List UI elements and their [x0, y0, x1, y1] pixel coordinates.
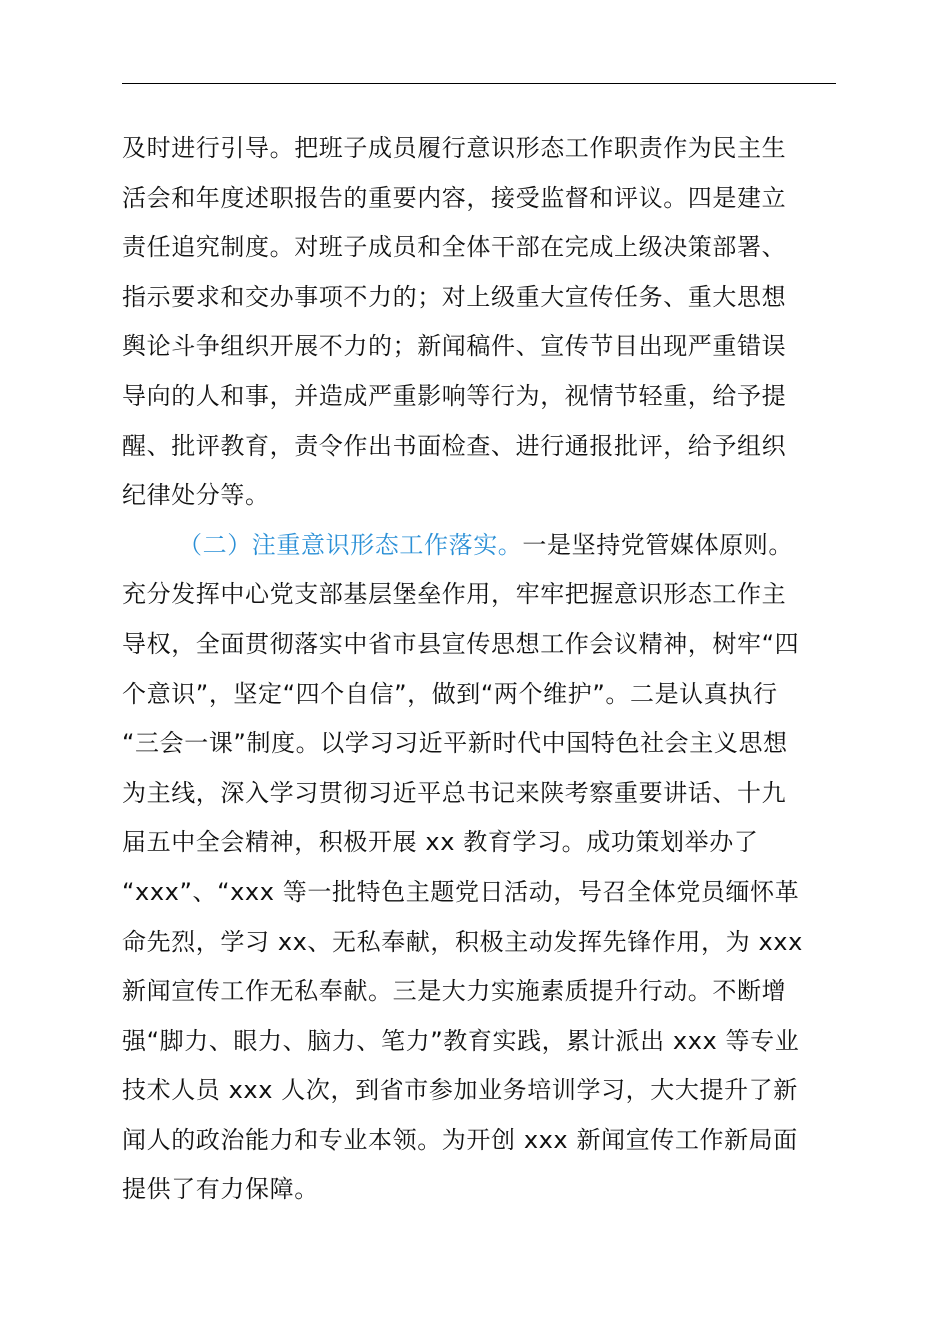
text-line: 技术人员 xxx 人次，到省市参加业务培训学习，大大提升了新: [122, 1076, 798, 1105]
text-line: 导权，全面贯彻落实中省市县宣传思想工作会议精神，树牢“四: [122, 629, 800, 658]
text-line: 导向的人和事，并造成严重影响等行为，视情节轻重，给予提: [122, 381, 787, 410]
text-line: 个意识”，坚定“四个自信”，做到“两个维护”。二是认真执行: [122, 679, 778, 708]
text-line: 及时进行引导。把班子成员履行意识形态工作职责作为民主生: [122, 134, 787, 162]
text-line: 充分发挥中心党支部基层堡垒作用，牢牢把握意识形态工作主: [122, 580, 787, 609]
text-line: 新闻宣传工作无私奉献。三是大力实施素质提升行动。不断增: [122, 977, 787, 1006]
text-line: 届五中全会精神，积极开展 xx 教育学习。成功策划举办了: [122, 828, 759, 857]
text-line: 活会和年度述职报告的重要内容，接受监督和评议。四是建立: [122, 183, 787, 212]
text-line: 提供了有力保障。: [122, 1175, 319, 1204]
text-line: 纪律处分等。: [122, 481, 270, 510]
text-line: “三会一课”制度。以学习习近平新时代中国特色社会主义思想: [122, 729, 788, 758]
text-line: 闻人的政治能力和专业本领。为开创 xxx 新闻宣传工作新局面: [122, 1125, 798, 1154]
section-2-first-line: [122, 521, 842, 571]
text-line: “xxx”、“xxx 等一批特色主题党日活动，号召全体党员缅怀革: [122, 877, 800, 906]
section-2-first-text: 一是坚持党管媒体原则。: [522, 530, 794, 559]
document-body: [122, 124, 842, 1215]
text-line: 责任追究制度。对班子成员和全体干部在完成上级决策部署、: [122, 233, 787, 262]
text-line: 指示要求和交办事项不力的；对上级重大宣传任务、重大思想: [122, 282, 787, 311]
text-line: 强“脚力、眼力、脑力、笔力”教育实践，累计派出 xxx 等专业: [122, 1026, 800, 1055]
text-line: 舆论斗争组织开展不力的；新闻稿件、宣传节目出现严重错误: [122, 332, 787, 361]
section-2-heading: （二）注重意识形态工作落实。: [178, 530, 523, 559]
text-line: 命先烈，学习 xx、无私奉献，积极主动发挥先锋作用，为 xxx: [122, 927, 803, 956]
text-line: 醒、批评教育，责令作出书面检查、进行通报批评，给予组织: [122, 431, 787, 460]
text-line: 为主线，深入学习贯彻习近平总书记来陕考察重要讲话、十九: [122, 778, 787, 807]
header-rule: [122, 83, 836, 84]
